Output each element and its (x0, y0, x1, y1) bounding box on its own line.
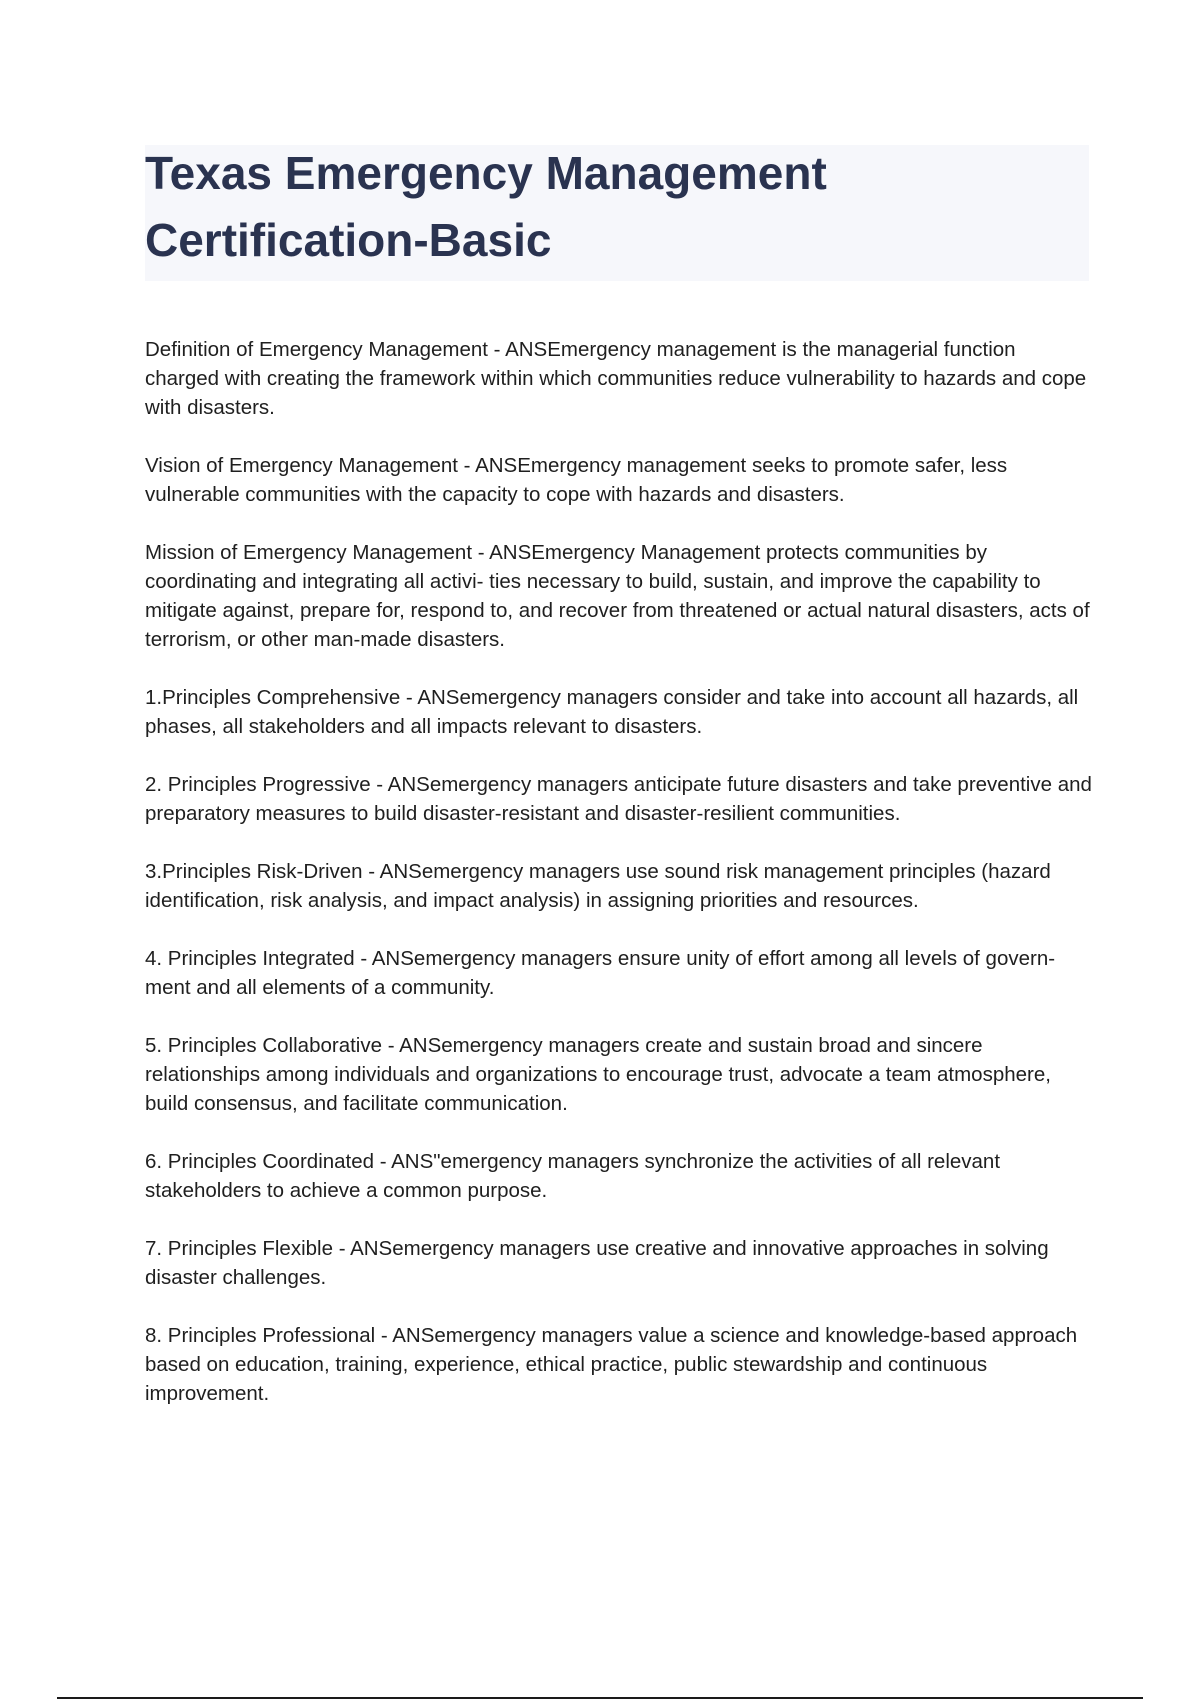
paragraph-definition: Definition of Emergency Management - ANSEmergency management is the managerial function charged with creating the framework within which communities reduce vulnerability to hazards and cope with disasters. (145, 338, 1087, 419)
footer-divider (57, 1697, 1143, 1699)
document-body (145, 335, 1095, 1437)
paragraph-mission: Mission of Emergency Management - ANSEmergency Management protects communities by coordinating and integrating all activi- ties necessary to build, sustain, and improve the capability to mitigate against, prepare for, respond to, and recover from threatened or actual natural disasters, acts of terrorism, or other man-made disasters. (145, 541, 1090, 651)
title-line-2: Certification-Basic (145, 214, 552, 266)
paragraph-principle-collaborative: 5. Principles Collaborative - ANSemergency managers create and sustain broad and sincere relationships among individuals and organizations to encourage trust, advocate a team atmosphere, build consensus, and facilitate communication. (145, 1034, 1051, 1115)
document-title (145, 140, 1045, 274)
paragraph-principle-flexible: 7. Principles Flexible - ANSemergency managers use creative and innovative approaches in solving disaster challenges. (145, 1237, 1049, 1289)
paragraph-principle-risk-driven: 3.Principles Risk-Driven - ANSemergency managers use sound risk management principles (hazard identification, risk analysis, and impact analysis) in assigning priorities and resources. (145, 860, 1051, 912)
paragraph-vision: Vision of Emergency Management - ANSEmergency management seeks to promote safer, less vulnerable communities with the capacity to cope with hazards and disasters. (145, 454, 1008, 506)
paragraph-principle-professional: 8. Principles Professional - ANSemergency managers value a science and knowledge-based approach based on education, training, experience, ethical practice, public stewardship and continuous improvement. (145, 1324, 1078, 1405)
paragraph-principle-progressive: 2. Principles Progressive - ANSemergency managers anticipate future disasters and take preventive and preparatory measures to build disaster-resistant and disaster-resilient communities. (145, 773, 1092, 825)
paragraph-principle-comprehensive: 1.Principles Comprehensive - ANSemergency managers consider and take into account all hazards, all phases, all stakeholders and all impacts relevant to disasters. (145, 686, 1079, 738)
paragraph-principle-coordinated: 6. Principles Coordinated - ANS"emergency managers synchronize the activities of all relevant stakeholders to achieve a common purpose. (145, 1150, 1001, 1202)
title-line-1: Texas Emergency Management (145, 147, 827, 199)
paragraph-principle-integrated: 4. Principles Integrated - ANSemergency managers ensure unity of effort among all levels of govern- ment and all elements of a community. (145, 947, 1056, 999)
